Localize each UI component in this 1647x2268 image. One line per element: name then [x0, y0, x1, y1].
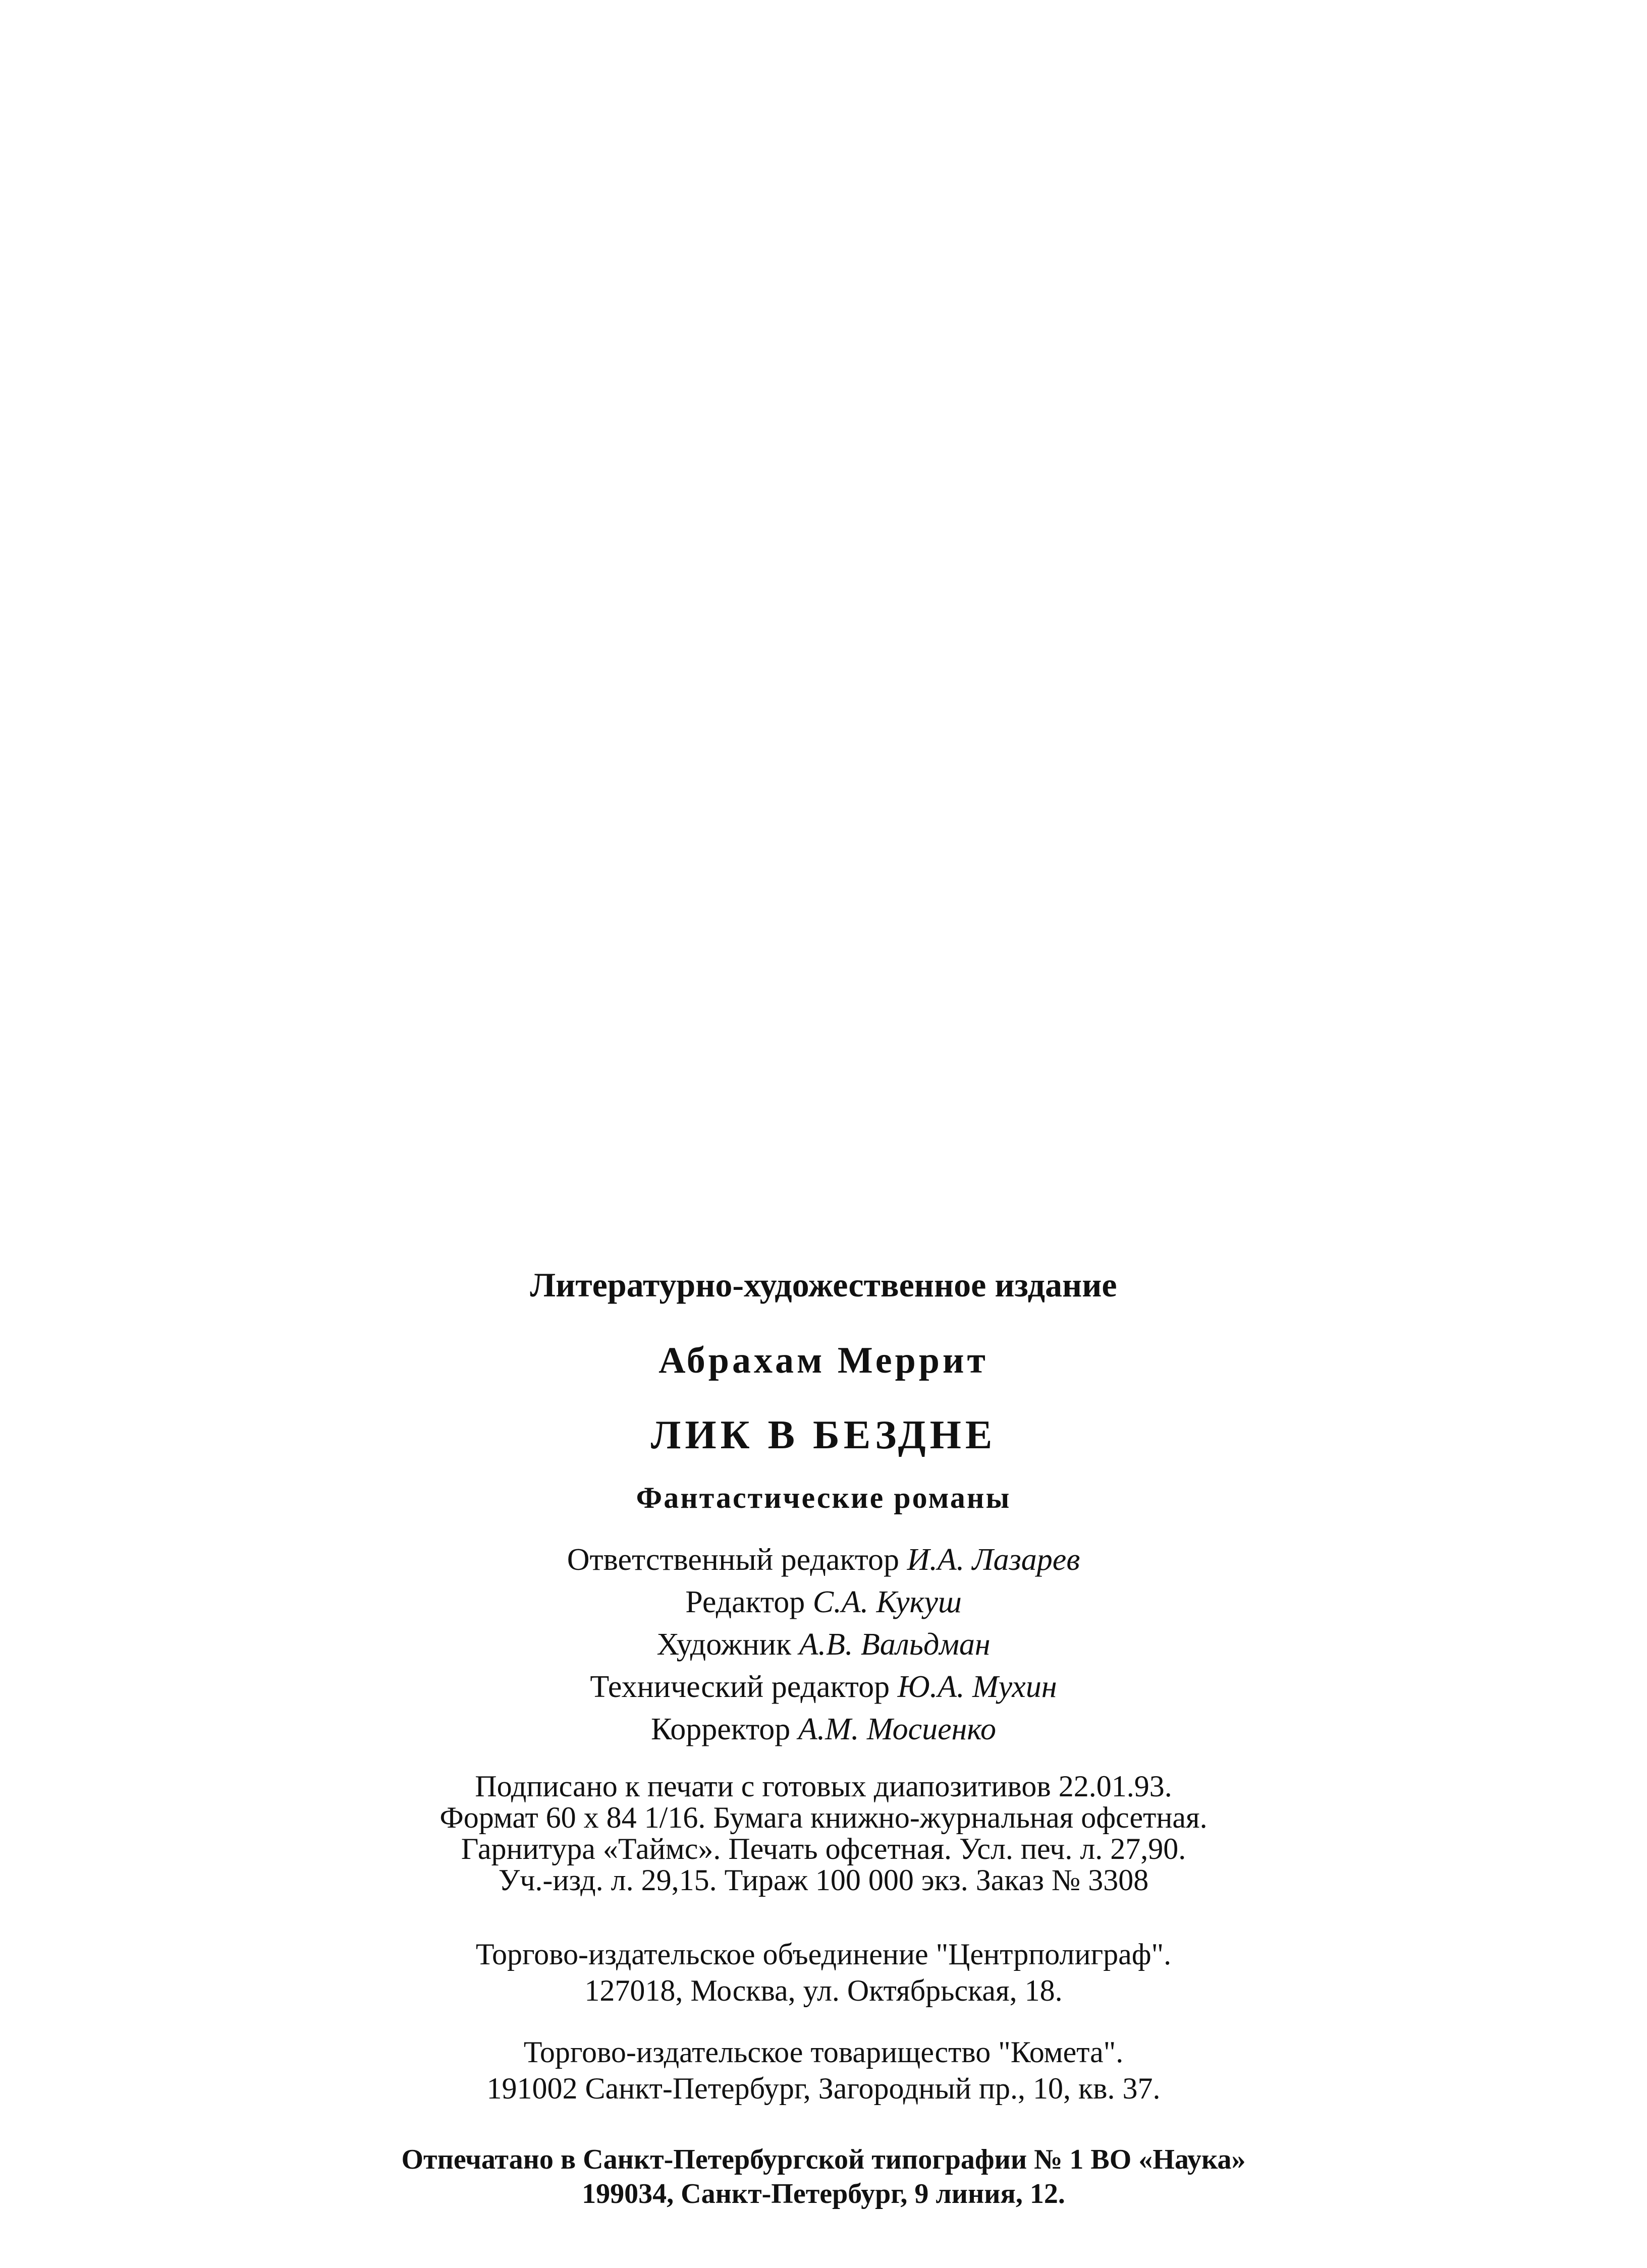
credit-name: А.М. Мосиенко [798, 1712, 997, 1746]
publisher-centrpoligraf [0, 1936, 1647, 2009]
publisher-address: 127018, Москва, ул. Октябрьская, 18. [584, 1974, 1063, 2007]
credit-row [0, 1539, 1647, 1581]
credit-name: А.В. Вальдман [799, 1627, 991, 1662]
book-genre: Фантастические романы [636, 1481, 1011, 1514]
credit-role: Художник [656, 1627, 792, 1662]
credit-role: Ответственный редактор [567, 1543, 899, 1577]
credits-block [0, 1539, 1647, 1750]
credit-role: Корректор [650, 1712, 791, 1746]
credit-row [0, 1581, 1647, 1623]
publisher-address: 191002 Санкт-Петербург, Загородный пр., 10, кв. 37. [486, 2072, 1161, 2105]
printing-detail-line: Формат 60 х 84 1/16. Бумага книжно-журнальная офсетная. [440, 1801, 1207, 1834]
publisher-line: Торгово-издательское товарищество "Комета". [523, 2035, 1124, 2069]
printing-detail-line: Уч.-изд. л. 29,15. Тираж 100 000 экз. Заказ № 3308 [498, 1863, 1149, 1897]
printer-block [0, 2142, 1647, 2211]
credit-row [0, 1623, 1647, 1666]
credit-row [0, 1666, 1647, 1708]
printing-detail-line: Гарнитура «Таймс». Печать офсетная. Усл. печ. л. 27,90. [461, 1832, 1186, 1865]
credit-name: И.А. Лазарев [907, 1543, 1080, 1577]
printer-address: 199034, Санкт-Петербург, 9 линия, 12. [582, 2178, 1065, 2209]
book-author: Абрахам Меррит [658, 1340, 989, 1381]
printing-detail-line: Подписано к печати с готовых диапозитивов 22.01.93. [475, 1770, 1172, 1803]
book-title: ЛИК В БЕЗДНЕ [650, 1413, 997, 1457]
edition-type: Литературно-художественное издание [530, 1266, 1117, 1304]
credit-role: Редактор [685, 1585, 805, 1619]
publisher-kometa [0, 2034, 1647, 2107]
credit-name: С.А. Кукуш [812, 1585, 962, 1619]
credit-role: Технический редактор [590, 1670, 890, 1704]
publisher-line: Торгово-издательское объединение "Центрполиграф". [475, 1938, 1172, 1971]
credit-row [0, 1708, 1647, 1750]
printer-line: Отпечатано в Санкт-Петербургской типографии № 1 ВО «Наука» [401, 2144, 1246, 2175]
printing-details [0, 1771, 1647, 1896]
credit-name: Ю.А. Мухин [897, 1670, 1057, 1704]
